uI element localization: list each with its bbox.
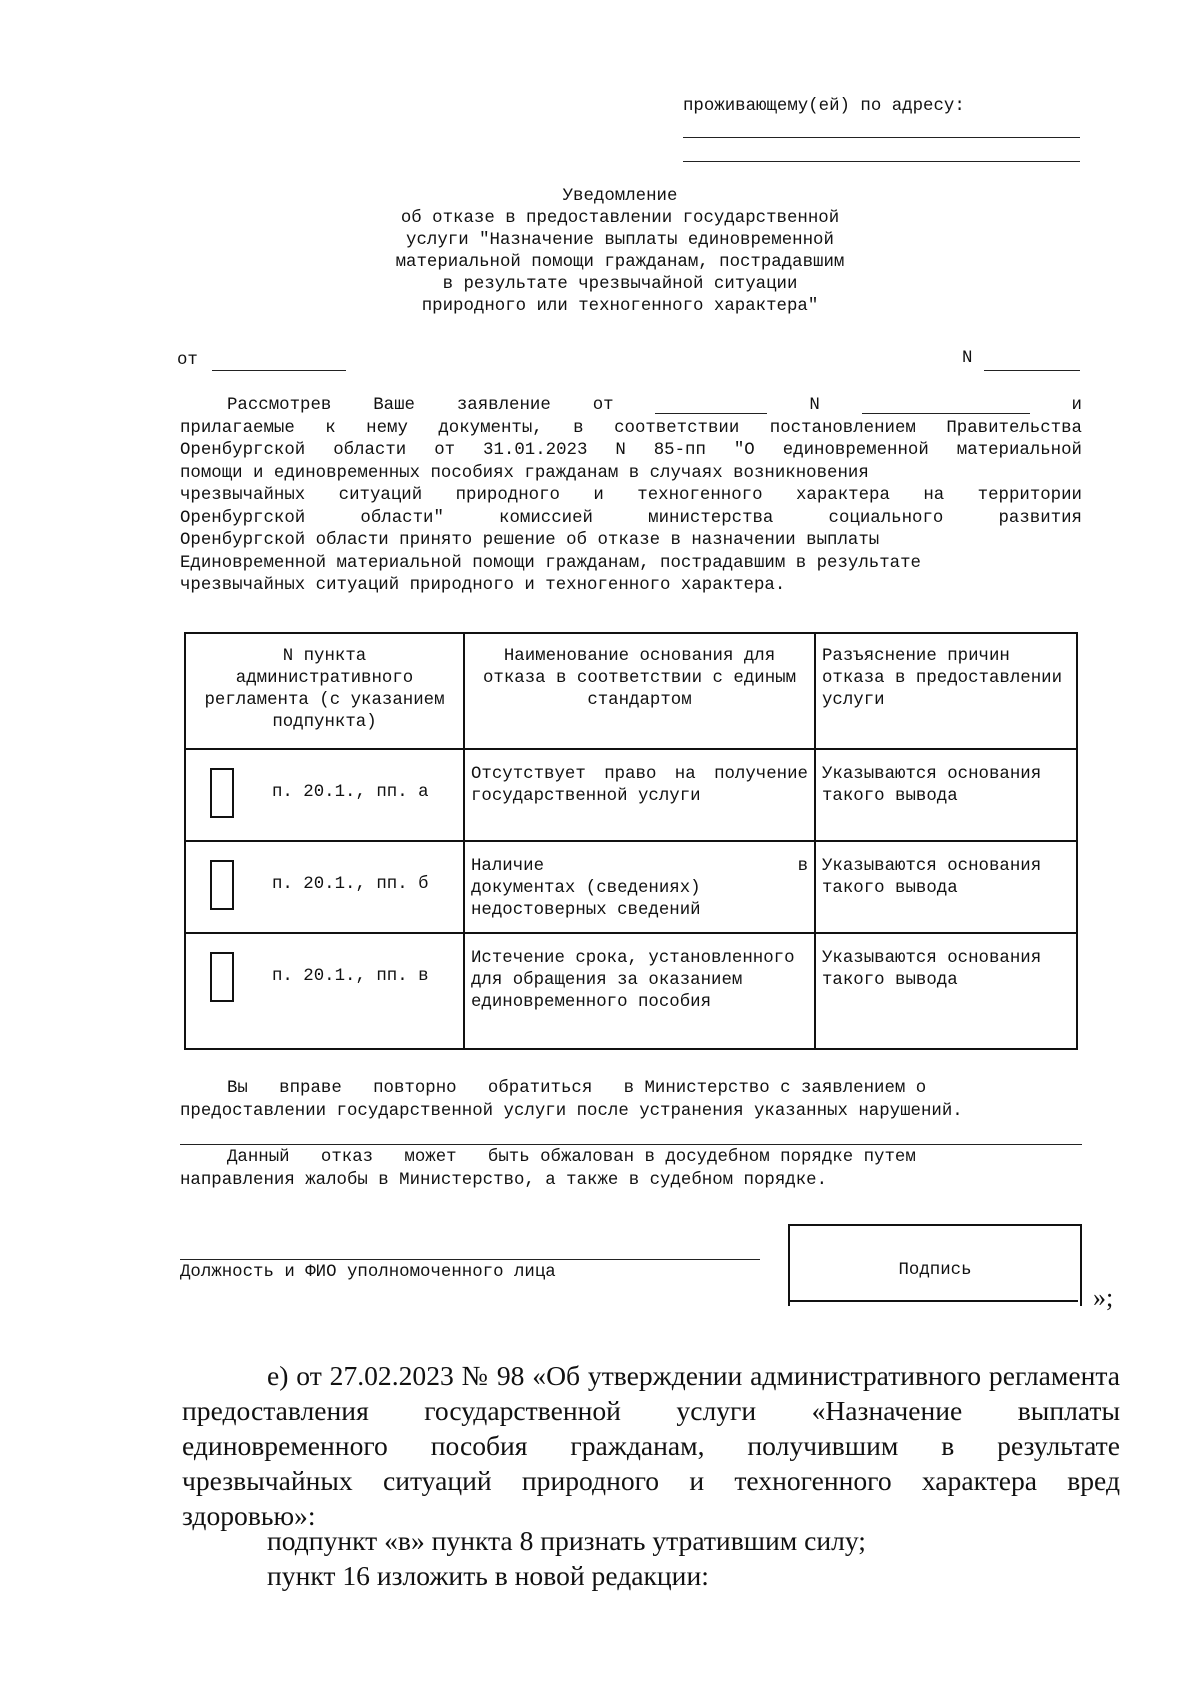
reason-checkbox[interactable]: [210, 952, 234, 1002]
application-date-blank: [655, 395, 767, 414]
title-line: услуги "Назначение выплаты единовременной: [406, 231, 834, 250]
amendment-line: предоставления государственной услуги «Назначение выплаты: [182, 1395, 1120, 1426]
explanation-cell: Указываются основания такого вывода: [815, 749, 1077, 841]
amendment-line: чрезвычайных ситуаций природного и техногенного характера вред: [182, 1465, 1120, 1496]
appeal-line-1: Данный отказ может быть обжалован в досудебном порядке путем: [227, 1148, 916, 1167]
table-row: [185, 933, 1077, 1049]
body-line: чрезвычайных ситуаций природного и техногенного характера на территории: [180, 486, 1082, 505]
amendment-line: е) от 27.02.2023 № 98 «Об утверждении административного регламента: [267, 1360, 1120, 1391]
point-label: п. 20.1., пп. а: [272, 783, 429, 802]
table-row: [185, 841, 1077, 933]
separator-line: [180, 1144, 1082, 1145]
title-line: материальной помощи гражданам, пострадавшим: [395, 253, 845, 272]
reapply-line-1: Вы вправе повторно обратиться в Министерство с заявлением о: [227, 1079, 927, 1098]
appeal-line-2: направления жалобы в Министерство, а также в судебном порядке.: [180, 1171, 828, 1190]
signature-bottom-line: [788, 1300, 1078, 1302]
header-cell: Наименование основания для отказа в соответствии с единым стандартом: [464, 633, 815, 749]
point-cell: [185, 933, 464, 1049]
number-field-line: [984, 370, 1080, 371]
body-word: заявление: [456, 396, 551, 415]
table-header-row: [185, 633, 1077, 749]
body-word: Рассмотрев: [227, 396, 332, 415]
reapply-line-2: предоставлении государственной услуги после устранения указанных нарушений.: [180, 1102, 963, 1121]
body-line: Оренбургской области от 31.01.2023 N 85-пп "О единовременной материальной: [180, 441, 1082, 460]
title-line: Уведомление: [562, 187, 678, 206]
amendment-line: здоровью»:: [182, 1500, 316, 1531]
reason-word-1: Наличие: [471, 857, 545, 876]
header-cell: N пункта административного регламента (с указанием подпункта): [185, 633, 464, 749]
address-label: проживающему(ей) по адресу:: [683, 97, 965, 116]
application-number-blank: [862, 395, 1030, 414]
refusal-reasons-table: [184, 632, 1078, 1050]
application-number-label: N: [809, 396, 820, 415]
reason-cell: Отсутствует право на получение государственной услуги: [464, 749, 815, 841]
reason-line: недостоверных сведений: [471, 901, 701, 920]
position-label: Должность и ФИО уполномоченного лица: [180, 1263, 556, 1282]
signature-box[interactable]: [788, 1224, 1082, 1306]
subpoint-line: пункт 16 изложить в новой редакции:: [267, 1560, 709, 1591]
position-line: [180, 1259, 760, 1260]
body-line: Оренбургской области" комиссией министерства социального развития: [180, 508, 1082, 528]
amendment-line: единовременного пособия гражданам, получившим в результате: [182, 1430, 1120, 1461]
table-row: [185, 749, 1077, 841]
reason-checkbox[interactable]: [210, 860, 234, 910]
header-cell: Разъяснение причин отказа в предоставлении услуги: [815, 633, 1077, 749]
title-line: в результате чрезвычайной ситуации: [442, 275, 798, 294]
reason-line: [471, 856, 808, 878]
body-word: и: [1071, 396, 1082, 415]
body-line: прилагаемые к нему документы, в соответствии постановлением Правительства: [180, 418, 1082, 438]
title-line: об отказе в предоставлении государственной: [400, 209, 840, 228]
date-field-line: [212, 370, 346, 371]
date-label: от: [177, 351, 198, 370]
explanation-cell: Указываются основания такого вывода: [815, 841, 1077, 933]
body-word: от: [592, 396, 614, 415]
body-word: Ваше: [373, 396, 415, 415]
point-label: п. 20.1., пп. в: [272, 967, 429, 986]
body-paragraph: [180, 395, 1082, 598]
explanation-cell: Указываются основания такого вывода: [815, 933, 1077, 1049]
body-line: чрезвычайных ситуаций природного и техногенного характера.: [180, 576, 786, 595]
reason-word-2: в: [797, 857, 808, 876]
body-line: помощи и единовременных пособиях гражданам в случаях возникновения: [180, 463, 869, 483]
body-first-line: [180, 395, 1082, 418]
closing-quote: »;: [1093, 1283, 1114, 1312]
amendment-paragraph: [182, 1358, 1120, 1533]
reason-cell: [464, 841, 815, 933]
address-line-2: [683, 161, 1080, 162]
signature-label: Подпись: [898, 1261, 972, 1280]
point-cell: [185, 841, 464, 933]
subpoint-line: подпункт «в» пункта 8 признать утратившим силу;: [267, 1525, 866, 1556]
reason-cell: Истечение срока, установленного для обращения за оказанием единовременного пособия: [464, 933, 815, 1049]
point-cell: [185, 749, 464, 841]
reason-checkbox[interactable]: [210, 768, 234, 818]
point-label: п. 20.1., пп. б: [272, 875, 429, 894]
reason-line: документах (сведениях): [471, 879, 701, 898]
body-line: Единовременной материальной помощи гражданам, пострадавшим в результате: [180, 553, 921, 573]
address-line-1: [683, 137, 1080, 138]
notice-title: [330, 186, 910, 318]
number-label: N: [962, 349, 973, 368]
title-line: природного или техногенного характера": [421, 297, 819, 316]
body-line: Оренбургской области принято решение об отказе в назначении выплаты: [180, 531, 880, 550]
